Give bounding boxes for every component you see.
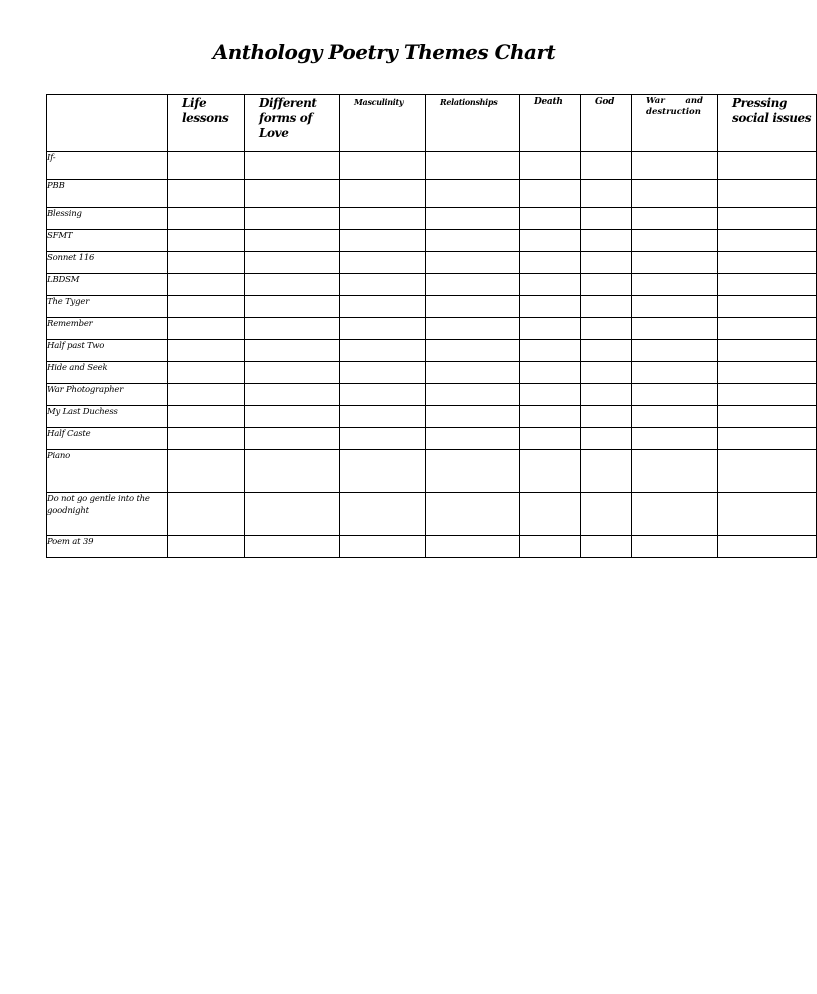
theme-cell[interactable] (718, 208, 817, 230)
theme-cell[interactable] (581, 318, 632, 340)
table-row (47, 152, 817, 180)
theme-cell[interactable] (632, 274, 718, 296)
header-masculinity: Masculinity (340, 95, 426, 152)
poem-name-cell: Half Caste (47, 428, 168, 450)
theme-cell[interactable] (340, 493, 426, 536)
table-row (47, 536, 817, 558)
header-row (47, 95, 817, 152)
theme-cell[interactable] (581, 536, 632, 558)
theme-cell[interactable] (426, 450, 520, 493)
theme-cell[interactable] (718, 362, 817, 384)
theme-cell[interactable] (426, 406, 520, 428)
poem-name-cell: Do not go gentle into the goodnight (47, 493, 168, 536)
header-corner-cell (47, 95, 168, 152)
theme-cell[interactable] (718, 384, 817, 406)
theme-cell[interactable] (520, 274, 581, 296)
header-god: God (581, 95, 632, 152)
theme-cell[interactable] (426, 252, 520, 274)
theme-cell[interactable] (520, 362, 581, 384)
page-title: Anthology Poetry Themes Chart (212, 40, 556, 64)
theme-cell[interactable] (581, 428, 632, 450)
theme-cell[interactable] (245, 252, 340, 274)
theme-cell[interactable] (168, 384, 245, 406)
themes-table (46, 94, 817, 558)
theme-cell[interactable] (632, 384, 718, 406)
theme-cell[interactable] (718, 274, 817, 296)
theme-cell[interactable] (520, 180, 581, 208)
theme-cell[interactable] (168, 406, 245, 428)
theme-cell[interactable] (245, 536, 340, 558)
table-row (47, 274, 817, 296)
theme-cell[interactable] (426, 180, 520, 208)
poem-name-cell: Hide and Seek (47, 362, 168, 384)
poem-name-cell: Poem at 39 (47, 536, 168, 558)
theme-cell[interactable] (632, 450, 718, 493)
theme-cell[interactable] (632, 362, 718, 384)
poem-name-cell: LBDSM (47, 274, 168, 296)
theme-cell[interactable] (168, 152, 245, 180)
theme-cell[interactable] (718, 180, 817, 208)
theme-cell[interactable] (718, 318, 817, 340)
poem-name-cell: Remember (47, 318, 168, 340)
theme-cell[interactable] (718, 296, 817, 318)
theme-cell[interactable] (426, 384, 520, 406)
theme-cell[interactable] (340, 152, 426, 180)
theme-cell[interactable] (718, 152, 817, 180)
theme-cell[interactable] (168, 296, 245, 318)
theme-cell[interactable] (340, 252, 426, 274)
poem-name-cell: My Last Duchess (47, 406, 168, 428)
theme-cell[interactable] (168, 318, 245, 340)
theme-cell[interactable] (520, 340, 581, 362)
theme-cell[interactable] (168, 450, 245, 493)
theme-cell[interactable] (520, 428, 581, 450)
theme-cell[interactable] (581, 208, 632, 230)
header-relationships: Relationships (426, 95, 520, 152)
theme-cell[interactable] (168, 536, 245, 558)
theme-cell[interactable] (632, 428, 718, 450)
theme-cell[interactable] (632, 296, 718, 318)
theme-cell[interactable] (520, 152, 581, 180)
theme-cell[interactable] (426, 230, 520, 252)
table-row (47, 428, 817, 450)
theme-cell[interactable] (718, 252, 817, 274)
theme-cell[interactable] (168, 252, 245, 274)
theme-cell[interactable] (340, 384, 426, 406)
theme-cell[interactable] (632, 230, 718, 252)
theme-cell[interactable] (581, 152, 632, 180)
theme-cell[interactable] (581, 340, 632, 362)
theme-cell[interactable] (245, 208, 340, 230)
theme-cell[interactable] (632, 340, 718, 362)
poem-name-cell: Half past Two (47, 340, 168, 362)
theme-cell[interactable] (520, 252, 581, 274)
poem-rows (47, 152, 817, 558)
theme-cell[interactable] (340, 536, 426, 558)
theme-cell[interactable] (340, 296, 426, 318)
theme-cell[interactable] (581, 180, 632, 208)
table-row (47, 384, 817, 406)
theme-cell[interactable] (426, 362, 520, 384)
table-row (47, 406, 817, 428)
theme-cell[interactable] (168, 428, 245, 450)
theme-cell[interactable] (426, 340, 520, 362)
poem-name-cell: PBB (47, 180, 168, 208)
poem-name-cell: If- (47, 152, 168, 180)
theme-cell[interactable] (426, 318, 520, 340)
theme-cell[interactable] (632, 152, 718, 180)
table-row (47, 252, 817, 274)
theme-cell[interactable] (520, 450, 581, 493)
theme-cell[interactable] (168, 180, 245, 208)
theme-cell[interactable] (581, 362, 632, 384)
header-war-and-destruction: War and destruction (632, 95, 718, 152)
theme-cell[interactable] (168, 208, 245, 230)
theme-cell[interactable] (718, 450, 817, 493)
theme-cell[interactable] (718, 230, 817, 252)
theme-cell[interactable] (581, 274, 632, 296)
poem-name-cell: SFMT (47, 230, 168, 252)
theme-cell[interactable] (520, 296, 581, 318)
theme-cell[interactable] (340, 362, 426, 384)
theme-cell[interactable] (168, 230, 245, 252)
theme-cell[interactable] (340, 274, 426, 296)
theme-cell[interactable] (168, 493, 245, 536)
table-row (47, 450, 817, 493)
theme-cell[interactable] (245, 230, 340, 252)
theme-cell[interactable] (718, 406, 817, 428)
theme-cell[interactable] (581, 450, 632, 493)
theme-cell[interactable] (632, 493, 718, 536)
theme-cell[interactable] (245, 493, 340, 536)
theme-cell[interactable] (718, 340, 817, 362)
theme-cell[interactable] (340, 180, 426, 208)
theme-cell[interactable] (520, 384, 581, 406)
theme-cell[interactable] (581, 252, 632, 274)
theme-cell[interactable] (168, 362, 245, 384)
theme-cell[interactable] (426, 536, 520, 558)
theme-cell[interactable] (426, 493, 520, 536)
header-different-forms-of-love: Different forms of Love (245, 95, 340, 152)
theme-cell[interactable] (581, 493, 632, 536)
theme-cell[interactable] (168, 340, 245, 362)
theme-cell[interactable] (632, 536, 718, 558)
header-death: Death (520, 95, 581, 152)
themes-table-container (46, 94, 812, 558)
header-life-lessons: Life lessons (168, 95, 245, 152)
theme-cell[interactable] (426, 296, 520, 318)
table-row (47, 340, 817, 362)
header-pressing-social-issues: Pressing social issues (718, 95, 817, 152)
theme-cell[interactable] (340, 428, 426, 450)
theme-cell[interactable] (245, 406, 340, 428)
poem-name-cell: Sonnet 116 (47, 252, 168, 274)
theme-cell[interactable] (718, 536, 817, 558)
theme-cell[interactable] (718, 493, 817, 536)
table-row (47, 208, 817, 230)
theme-cell[interactable] (632, 406, 718, 428)
theme-cell[interactable] (245, 274, 340, 296)
table-row (47, 296, 817, 318)
theme-cell[interactable] (632, 180, 718, 208)
theme-cell[interactable] (340, 450, 426, 493)
theme-cell[interactable] (520, 536, 581, 558)
theme-cell[interactable] (581, 406, 632, 428)
theme-cell[interactable] (632, 208, 718, 230)
theme-cell[interactable] (581, 296, 632, 318)
theme-cell[interactable] (426, 428, 520, 450)
theme-cell[interactable] (581, 230, 632, 252)
theme-cell[interactable] (426, 152, 520, 180)
poem-name-cell: Blessing (47, 208, 168, 230)
theme-cell[interactable] (520, 230, 581, 252)
theme-cell[interactable] (426, 274, 520, 296)
theme-cell[interactable] (520, 318, 581, 340)
table-row (47, 493, 817, 536)
theme-cell[interactable] (245, 340, 340, 362)
theme-cell[interactable] (340, 318, 426, 340)
theme-cell[interactable] (520, 493, 581, 536)
theme-cell[interactable] (632, 318, 718, 340)
theme-cell[interactable] (340, 230, 426, 252)
theme-cell[interactable] (581, 384, 632, 406)
table-row (47, 230, 817, 252)
table-row (47, 180, 817, 208)
theme-cell[interactable] (718, 428, 817, 450)
table-row (47, 362, 817, 384)
poem-name-cell: Piano (47, 450, 168, 493)
theme-cell[interactable] (245, 152, 340, 180)
theme-cell[interactable] (340, 340, 426, 362)
theme-cell[interactable] (520, 406, 581, 428)
theme-cell[interactable] (245, 362, 340, 384)
theme-cell[interactable] (245, 296, 340, 318)
theme-cell[interactable] (520, 208, 581, 230)
theme-cell[interactable] (245, 428, 340, 450)
poem-name-cell: The Tyger (47, 296, 168, 318)
theme-cell[interactable] (340, 406, 426, 428)
poem-name-cell: War Photographer (47, 384, 168, 406)
theme-cell[interactable] (632, 252, 718, 274)
theme-cell[interactable] (168, 274, 245, 296)
theme-cell[interactable] (245, 384, 340, 406)
table-row (47, 318, 817, 340)
theme-cell[interactable] (245, 450, 340, 493)
theme-cell[interactable] (245, 180, 340, 208)
theme-cell[interactable] (245, 318, 340, 340)
theme-cell[interactable] (426, 208, 520, 230)
theme-cell[interactable] (340, 208, 426, 230)
